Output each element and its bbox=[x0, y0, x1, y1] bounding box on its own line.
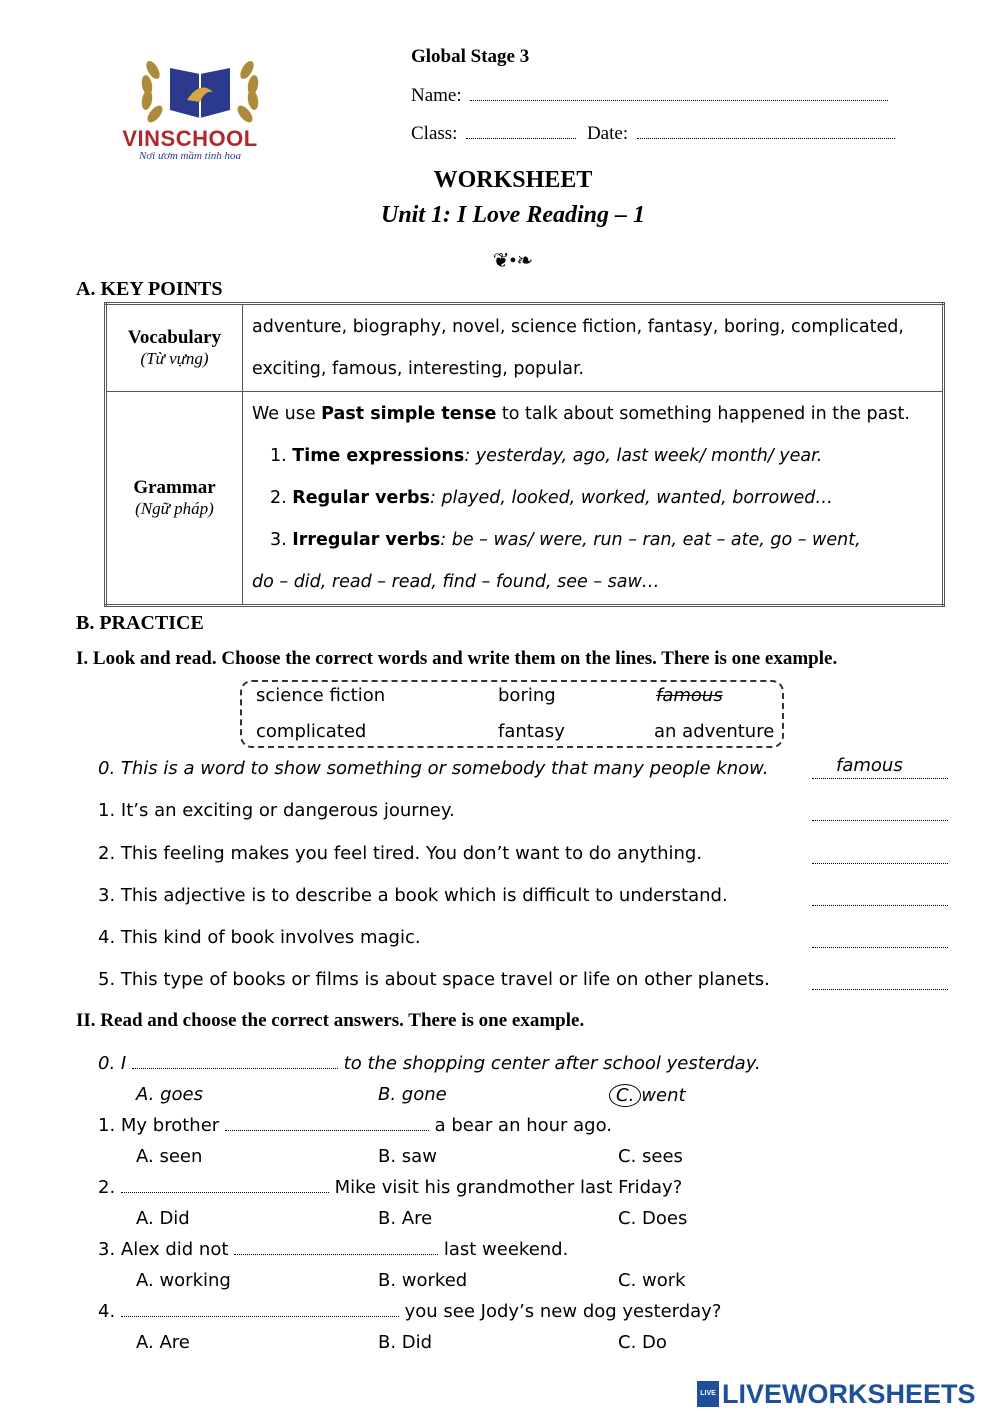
live-badge-text: LIVE bbox=[700, 1390, 716, 1397]
question-text: Mike visit his grandmother last Friday? bbox=[328, 1177, 683, 1198]
question-text: you see Jody’s new dog yesterday? bbox=[398, 1301, 722, 1322]
word-bank-item[interactable]: boring bbox=[498, 685, 556, 706]
class-field[interactable] bbox=[466, 124, 576, 139]
live-badge-icon bbox=[697, 1381, 719, 1407]
vocabulary-row bbox=[106, 304, 944, 392]
option-b[interactable]: B. saw bbox=[378, 1146, 437, 1167]
grammar-content bbox=[243, 392, 944, 606]
option-c[interactable]: C. Do bbox=[618, 1332, 667, 1353]
grammar-point-3-cont bbox=[244, 561, 941, 603]
class-date-row bbox=[411, 123, 895, 145]
name-row bbox=[411, 85, 888, 107]
word-bank-item[interactable]: complicated bbox=[256, 721, 367, 742]
unit-subtitle: Unit 1: I Love Reading – 1 bbox=[381, 202, 645, 228]
grammar-examples: : yesterday, ago, last week/ month/ year. bbox=[464, 446, 823, 466]
worksheet-title: WORKSHEET bbox=[433, 167, 593, 193]
task2-question bbox=[98, 1177, 682, 1198]
task2-question bbox=[98, 1115, 612, 1136]
blank-line bbox=[121, 1302, 399, 1317]
question-text: 2. bbox=[98, 1177, 121, 1198]
name-field[interactable] bbox=[470, 86, 888, 101]
section-a-heading: A. KEY POINTS bbox=[76, 278, 223, 300]
question-text: 4. bbox=[98, 1301, 121, 1322]
option-b[interactable]: B. Did bbox=[378, 1332, 433, 1353]
task1-answer-input[interactable] bbox=[812, 889, 948, 906]
date-label: Date: bbox=[586, 123, 629, 144]
date-field[interactable] bbox=[637, 124, 895, 139]
option-a[interactable]: A. seen bbox=[136, 1146, 203, 1167]
selected-circle bbox=[609, 1084, 641, 1107]
liveworksheets-logo[interactable] bbox=[697, 1379, 976, 1409]
task1-question: 1. It’s an exciting or dangerous journey. bbox=[98, 800, 455, 821]
school-logo bbox=[115, 40, 285, 170]
option-a: A. goes bbox=[136, 1084, 203, 1105]
task1-question: 5. This type of books or films is about space travel or life on other planets. bbox=[98, 969, 770, 990]
grammar-label-vi: (Ngữ pháp) bbox=[135, 499, 214, 518]
ornament-divider-icon: ❦•❧ bbox=[492, 250, 534, 272]
grammar-term: Regular verbs bbox=[292, 488, 430, 508]
blank-line bbox=[225, 1116, 429, 1131]
option-c[interactable]: C. sees bbox=[618, 1146, 683, 1167]
grammar-term: Time expressions bbox=[292, 446, 465, 466]
word-bank-item[interactable]: science fiction bbox=[256, 685, 386, 706]
task2-example-question bbox=[98, 1053, 761, 1074]
grammar-point-1 bbox=[244, 435, 941, 477]
blank-line bbox=[121, 1178, 329, 1193]
liveworksheets-brand: LIVEWORKSHEETS bbox=[722, 1378, 976, 1409]
task1-answer-input[interactable] bbox=[812, 847, 948, 864]
grammar-point-3 bbox=[244, 519, 941, 561]
grammar-number: 2. bbox=[270, 488, 293, 508]
word-bank-item[interactable]: an adventure bbox=[654, 721, 775, 742]
grammar-number: 3. bbox=[270, 530, 293, 550]
question-text: 0. I bbox=[98, 1053, 132, 1074]
question-text: 3. Alex did not bbox=[98, 1239, 235, 1260]
grammar-examples: do – did, read – read, find – found, see – saw… bbox=[252, 572, 660, 592]
name-label: Name: bbox=[411, 85, 462, 106]
vocabulary-content bbox=[243, 304, 944, 392]
vocabulary-label: Vocabulary bbox=[127, 327, 222, 348]
word-bank-item-used: famous bbox=[656, 685, 723, 706]
grammar-examples: : played, looked, worked, wanted, borrowed… bbox=[429, 488, 833, 508]
logo-tagline: Nơi ươm mầm tinh hoa bbox=[138, 150, 242, 162]
grammar-term: Irregular verbs bbox=[292, 530, 441, 550]
vocab-line: adventure, biography, novel, science fiction, fantasy, boring, complicated, bbox=[252, 317, 904, 337]
question-text: last weekend. bbox=[438, 1239, 569, 1260]
option-a[interactable]: A. Are bbox=[136, 1332, 190, 1353]
grammar-text: We use bbox=[252, 404, 322, 424]
task2-question bbox=[98, 1239, 568, 1260]
question-text: 1. My brother bbox=[98, 1115, 225, 1136]
task2-question bbox=[98, 1301, 721, 1322]
task1-example-answer: famous bbox=[836, 755, 903, 776]
question-text: a bear an hour ago. bbox=[428, 1115, 613, 1136]
task1-example-question: 0. This is a word to show something or somebody that many people know. bbox=[98, 758, 769, 779]
blank-line bbox=[234, 1240, 438, 1255]
task1-question: 4. This kind of book involves magic. bbox=[98, 927, 421, 948]
key-points-table bbox=[104, 302, 945, 607]
grammar-label: Grammar bbox=[133, 477, 216, 498]
option-c-selected bbox=[618, 1084, 686, 1107]
section-b-heading: B. PRACTICE bbox=[76, 612, 204, 634]
question-text: to the shopping center after school yesterday. bbox=[337, 1053, 761, 1074]
grammar-row bbox=[106, 392, 944, 606]
grammar-point-2 bbox=[244, 477, 941, 519]
stage-label: Global Stage 3 bbox=[411, 46, 530, 67]
grammar-text: to talk about something happened in the past. bbox=[496, 404, 910, 424]
option-b[interactable]: B. worked bbox=[378, 1270, 468, 1291]
task1-instruction: I. Look and read. Choose the correct words and write them on the lines. There is one example. bbox=[76, 648, 838, 669]
grammar-header bbox=[106, 392, 243, 606]
task1-question: 3. This adjective is to describe a book which is difficult to understand. bbox=[98, 885, 728, 906]
task1-answer-input[interactable] bbox=[812, 931, 948, 948]
vocabulary-header bbox=[106, 304, 243, 392]
task1-answer-input[interactable] bbox=[812, 973, 948, 990]
blank-line bbox=[132, 1054, 338, 1069]
task1-question: 2. This feeling makes you feel tired. You don’t want to do anything. bbox=[98, 843, 703, 864]
option-a[interactable]: A. Did bbox=[136, 1208, 190, 1229]
grammar-number: 1. bbox=[270, 446, 293, 466]
grammar-examples: : be – was/ were, run – ran, eat – ate, go – went, bbox=[440, 530, 861, 550]
option-letter: C. bbox=[616, 1085, 635, 1106]
grammar-term: Past simple tense bbox=[321, 404, 497, 424]
option-b[interactable]: B. Are bbox=[378, 1208, 433, 1229]
vocab-line: exciting, famous, interesting, popular. bbox=[252, 359, 585, 379]
option-word: went bbox=[641, 1085, 686, 1106]
option-c[interactable]: C. work bbox=[618, 1270, 686, 1291]
option-c[interactable]: C. Does bbox=[618, 1208, 688, 1229]
class-label: Class: bbox=[411, 123, 458, 144]
option-b: B. gone bbox=[378, 1084, 447, 1105]
logo-name: VINSCHOOL bbox=[122, 126, 258, 151]
grammar-intro bbox=[244, 393, 941, 435]
vocabulary-label-vi: (Từ vựng) bbox=[140, 349, 209, 368]
word-bank-item[interactable]: fantasy bbox=[498, 721, 565, 742]
option-a[interactable]: A. working bbox=[136, 1270, 231, 1291]
task2-instruction: II. Read and choose the correct answers. There is one example. bbox=[76, 1010, 585, 1031]
task1-answer-input[interactable] bbox=[812, 804, 948, 821]
